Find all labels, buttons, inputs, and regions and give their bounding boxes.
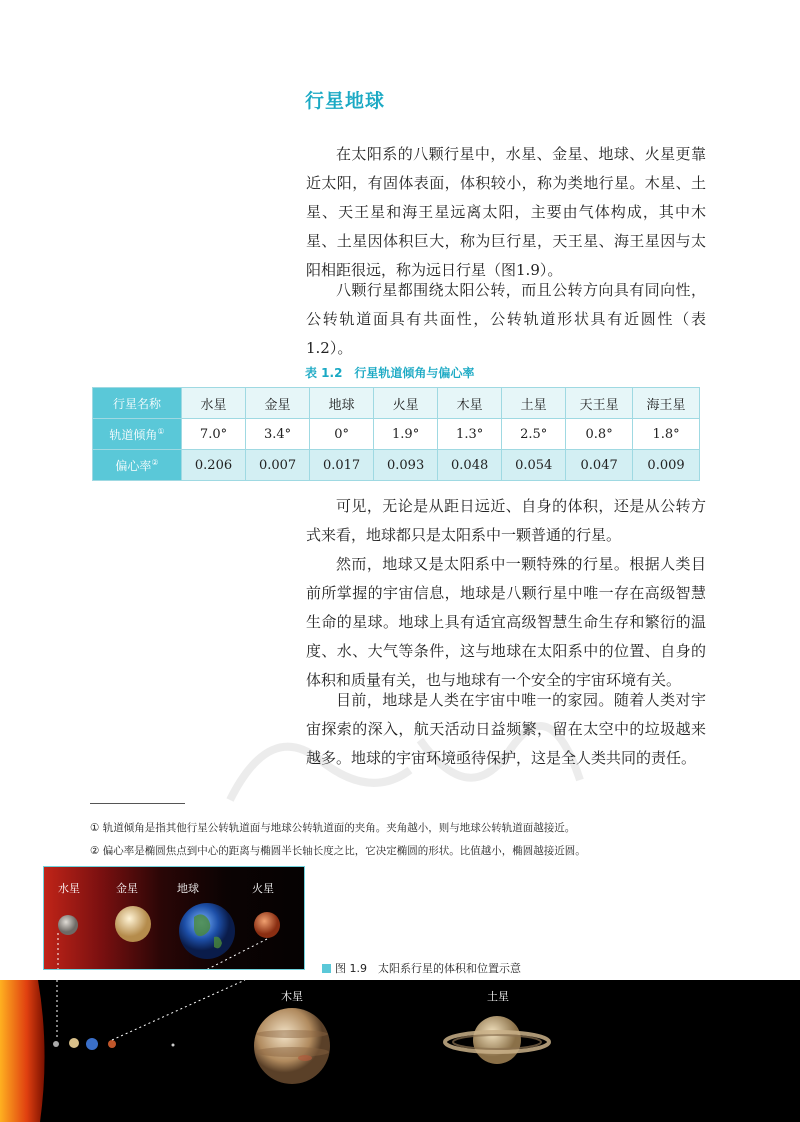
planet-cell: 火星 xyxy=(374,388,438,419)
label-venus: 金星 xyxy=(116,882,138,895)
paragraph-special: 然而，地球又是太阳系中一颗特殊的行星。根据人类目前所掌握的宇宙信息，地球是八颗行星中唯一存在高级智慧生命的星球。地球上具有适宜高级智慧生命生存和繁衍的温度、水、大气等条件，这与地球在太阳系中的位置、自身的体积和质量有关，也与地球有一个安全的宇宙环境有关。 xyxy=(306,555,706,689)
mercury-small xyxy=(53,1041,59,1047)
value-cell: 0.048 xyxy=(438,450,502,481)
planet-cell: 地球 xyxy=(310,388,374,419)
footnote-inclination: ① 轨道倾角是指其他行星公转轨道面与地球公转轨道面的夹角。夹角越小，则与地球公转轨道面越接近。 xyxy=(90,822,576,834)
saturn-planet xyxy=(473,1016,521,1064)
planet-cell: 海王星 xyxy=(633,388,700,419)
row-label: 偏心率② xyxy=(93,450,182,481)
value-cell: 0.047 xyxy=(566,450,633,481)
footnote-eccentricity: ② 偏心率是椭圆焦点到中心的距离与椭圆半长轴长度之比，它决定椭圆的形状。比值越小，椭圆越接近圆。 xyxy=(90,845,586,857)
label-mars: 火星 xyxy=(252,882,274,895)
venus-planet xyxy=(115,906,151,942)
table-row xyxy=(93,450,700,481)
row-label: 轨道倾角① xyxy=(93,419,182,450)
table-row xyxy=(93,388,700,419)
label-earth: 地球 xyxy=(177,882,199,895)
value-cell: 0.007 xyxy=(246,450,310,481)
table-caption: 表 1.2 行星轨道倾角与偏心率 xyxy=(305,366,475,380)
value-cell: 1.3° xyxy=(438,419,502,450)
paragraph-ordinary: 可见，无论是从距日远近、自身的体积，还是从公转方式来看，地球都只是太阳系中一颗普通的行星。 xyxy=(306,497,706,544)
mercury-planet xyxy=(58,915,78,935)
value-cell: 0.017 xyxy=(310,450,374,481)
footnote-divider xyxy=(90,803,185,804)
value-cell: 3.4° xyxy=(246,419,310,450)
planet-cell: 木星 xyxy=(438,388,502,419)
paragraph-terrestrial: 在太阳系的八颗行星中，水星、金星、地球、火星更靠近太阳，有固体表面，体积较小，称为类地行星。木星、土星、天王星和海王星远离太阳，主要由气体构成，其中木星、土星因体积巨大，称为巨行星，天王星、海王星因与太阳相距很远，称为远日行星（图1.9）。 xyxy=(306,145,706,279)
value-cell: 1.8° xyxy=(633,419,700,450)
figure-caption: 图 1.9 太阳系行星的体积和位置示意 xyxy=(322,960,521,976)
value-cell: 0.206 xyxy=(182,450,246,481)
paragraph-orbit-features: 八颗行星都围绕太阳公转，而且公转方向具有同向性，公转轨道面具有共面性，公转轨道形状具有近圆性（表1.2）。 xyxy=(306,281,706,357)
solar-system-strip xyxy=(0,980,800,1122)
solar-system-graphic xyxy=(0,980,800,1122)
header-cell: 行星名称 xyxy=(93,388,182,419)
inner-planets-panel xyxy=(43,866,305,970)
planet-cell: 土星 xyxy=(502,388,566,419)
value-cell: 2.5° xyxy=(502,419,566,450)
value-cell: 0.8° xyxy=(566,419,633,450)
value-cell: 0.009 xyxy=(633,450,700,481)
section-title: 行星地球 xyxy=(305,90,386,112)
value-cell: 0° xyxy=(310,419,374,450)
planet-cell: 水星 xyxy=(182,388,246,419)
value-cell: 1.9° xyxy=(374,419,438,450)
venus-small xyxy=(69,1038,79,1048)
value-cell: 0.093 xyxy=(374,450,438,481)
label-jupiter: 木星 xyxy=(281,990,303,1003)
earth-small xyxy=(86,1038,98,1050)
sun xyxy=(0,980,45,1122)
value-cell: 0.054 xyxy=(502,450,566,481)
planet-cell: 金星 xyxy=(246,388,310,419)
label-saturn: 土星 xyxy=(487,990,509,1003)
label-mercury: 水星 xyxy=(58,882,80,895)
orbit-table xyxy=(92,387,700,481)
mars-planet xyxy=(254,912,280,938)
paragraph-home: 目前，地球是人类在宇宙中唯一的家园。随着人类对宇宙探索的深入，航天活动日益频繁，留在太空中的垃圾越来越多。地球的宇宙环境亟待保护，这是全人类共同的责任。 xyxy=(306,691,706,767)
mars-small xyxy=(108,1040,116,1048)
value-cell: 7.0° xyxy=(182,419,246,450)
caption-marker-icon xyxy=(322,964,331,973)
planet-cell: 天王星 xyxy=(566,388,633,419)
table-row xyxy=(93,419,700,450)
jupiter-planet xyxy=(254,1008,330,1084)
